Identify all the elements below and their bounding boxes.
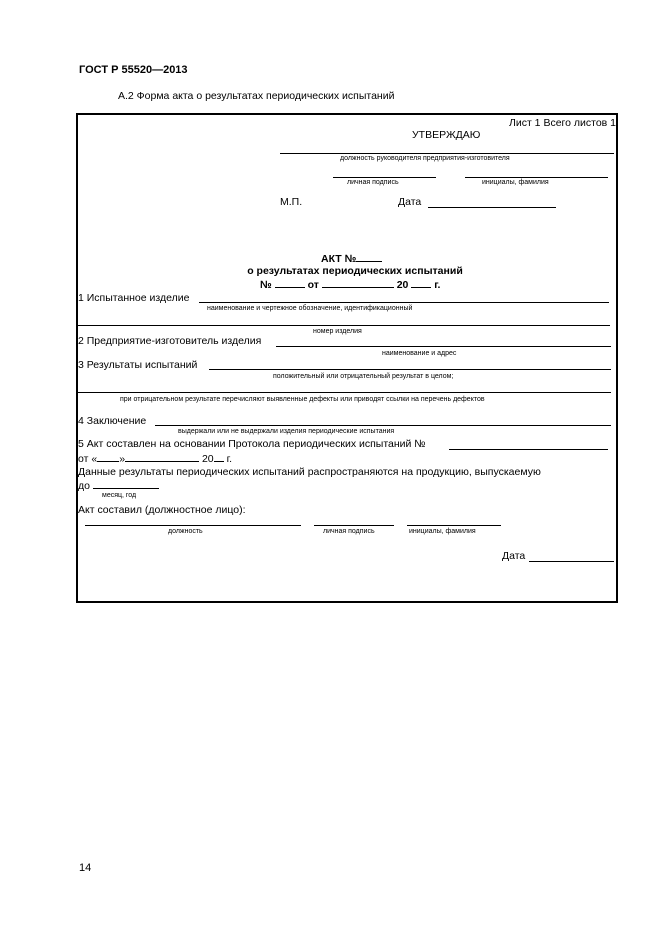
validity-text: Данные результаты периодических испытаний распространяются на продукцию, выпускаемую	[78, 466, 541, 478]
stamp-label: М.П.	[280, 196, 303, 208]
author-signature-line	[314, 525, 394, 526]
page-number: 14	[79, 862, 92, 874]
item3-label: 3 Результаты испытаний	[78, 359, 198, 371]
act-number-date: № от 20 г.	[260, 279, 441, 291]
item5-number-line	[449, 449, 608, 450]
section-title: А.2 Форма акта о результатах периодических испытаний	[118, 90, 395, 102]
item1-caption: наименование и чертежное обозначение, идентификационный	[207, 305, 413, 312]
item3-caption2: при отрицательном результате перечисляют выявленные дефекты или приводят ссылки на перечень дефектов	[120, 396, 485, 403]
item2-label: 2 Предприятие-изготовитель изделия	[78, 335, 262, 347]
approve-date-line	[428, 207, 556, 208]
item3-caption: положительный или отрицательный результат в целом;	[273, 373, 454, 380]
item1-label: 1 Испытанное изделие	[78, 292, 190, 304]
validity-caption: месяц, год	[102, 492, 137, 499]
act-title: АКТ №	[321, 252, 382, 265]
item1-line2	[78, 325, 610, 326]
item2-line	[276, 346, 611, 347]
author-position-caption: должность	[168, 528, 203, 535]
approve-date-label: Дата	[398, 196, 422, 208]
author-label: Акт составил (должностное лицо):	[78, 504, 246, 516]
author-name-line	[407, 525, 501, 526]
item4-caption: выдержали или не выдержали изделия периодические испытания	[178, 428, 395, 435]
item2-caption: наименование и адрес	[382, 350, 457, 357]
approve-name-caption: инициалы, фамилия	[482, 179, 549, 186]
author-position-line	[85, 525, 301, 526]
item5-label: 5 Акт составлен на основании Протокола периодических испытаний №	[78, 438, 426, 450]
approve-heading: УТВЕРЖДАЮ	[412, 129, 481, 141]
act-form-frame	[76, 113, 618, 603]
item3-line	[209, 369, 611, 370]
item1-line	[199, 302, 609, 303]
author-name-caption: инициалы, фамилия	[409, 528, 476, 535]
item4-line	[155, 425, 611, 426]
author-date-line	[529, 561, 614, 562]
author-date-label: Дата	[502, 550, 526, 562]
item1-caption2: номер изделия	[313, 328, 362, 335]
item4-label: 4 Заключение	[78, 415, 147, 427]
item5-date: от « » 20 г.	[78, 453, 233, 465]
approve-signature-caption: личная подпись	[347, 179, 399, 186]
sheet-count: Лист 1 Всего листов 1	[508, 117, 616, 129]
standard-header: ГОСТ Р 55520—2013	[79, 64, 188, 76]
author-signature-caption: личная подпись	[323, 528, 375, 535]
validity-until: до	[78, 479, 159, 492]
approve-position-caption: должность руководителя предприятия-изготовителя	[340, 155, 510, 162]
approve-name-line	[465, 177, 608, 178]
item3-line2	[78, 392, 611, 393]
approve-position-line	[280, 153, 614, 154]
approve-signature-line	[333, 177, 436, 178]
act-subtitle: о результатах периодических испытаний	[247, 265, 463, 277]
